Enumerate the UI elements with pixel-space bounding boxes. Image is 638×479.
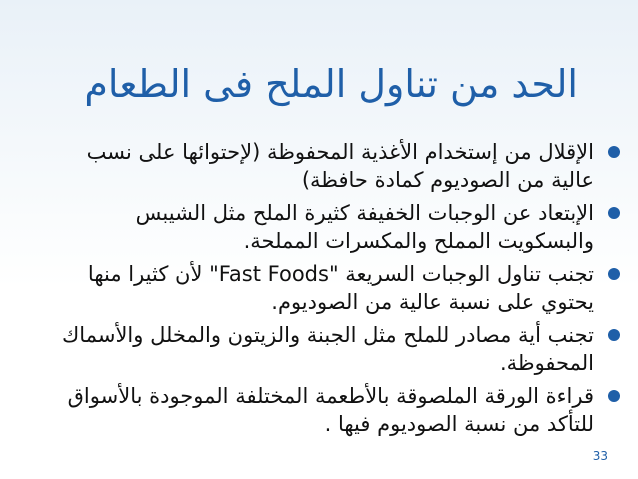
- bullet-line: قراءة الورقة الملصوقة بالأطعمة المختلفة الموجودة بالأسواق: [67, 384, 594, 408]
- bullet-line: الإقلال من إستخدام الأغذية المحفوظة (لإحتوائها على نسب: [86, 140, 594, 164]
- bullet-dot-icon: [608, 146, 620, 158]
- bullet-dot-icon: [608, 268, 620, 280]
- slide-title: الحد من تناول الملح فى الطعام: [84, 62, 578, 106]
- list-item: [18, 260, 622, 316]
- bullet-line: تجنب أية مصادر للملح مثل الجبنة والزيتون والمخلل والأسماك: [62, 323, 594, 347]
- list-item: [18, 321, 622, 377]
- list-item: [18, 199, 622, 255]
- bullet-line: الإبتعاد عن الوجبات الخفيفة كثيرة الملح مثل الشيبس: [135, 201, 594, 225]
- bullet-dot-icon: [608, 390, 620, 402]
- page-number: 33: [592, 449, 608, 463]
- list-item: [18, 382, 622, 438]
- bullet-line: تجنب تناول الوجبات السريعة "Fast Foods" لأن كثيرا منها: [87, 262, 594, 286]
- bullet-line: يحتوي على نسبة عالية من الصوديوم.: [271, 290, 594, 314]
- bullet-line: المحفوظة.: [499, 351, 594, 375]
- bullet-line: عالية من الصوديوم كمادة حافظة): [301, 168, 594, 192]
- bullet-dot-icon: [608, 329, 620, 341]
- list-item: [18, 138, 622, 194]
- bullet-list: [18, 138, 622, 443]
- bullet-dot-icon: [608, 207, 620, 219]
- bullet-line: للتأكد من نسبة الصوديوم فيها .: [324, 412, 594, 436]
- bullet-line: والبسكويت المملح والمكسرات المملحة.: [243, 229, 594, 253]
